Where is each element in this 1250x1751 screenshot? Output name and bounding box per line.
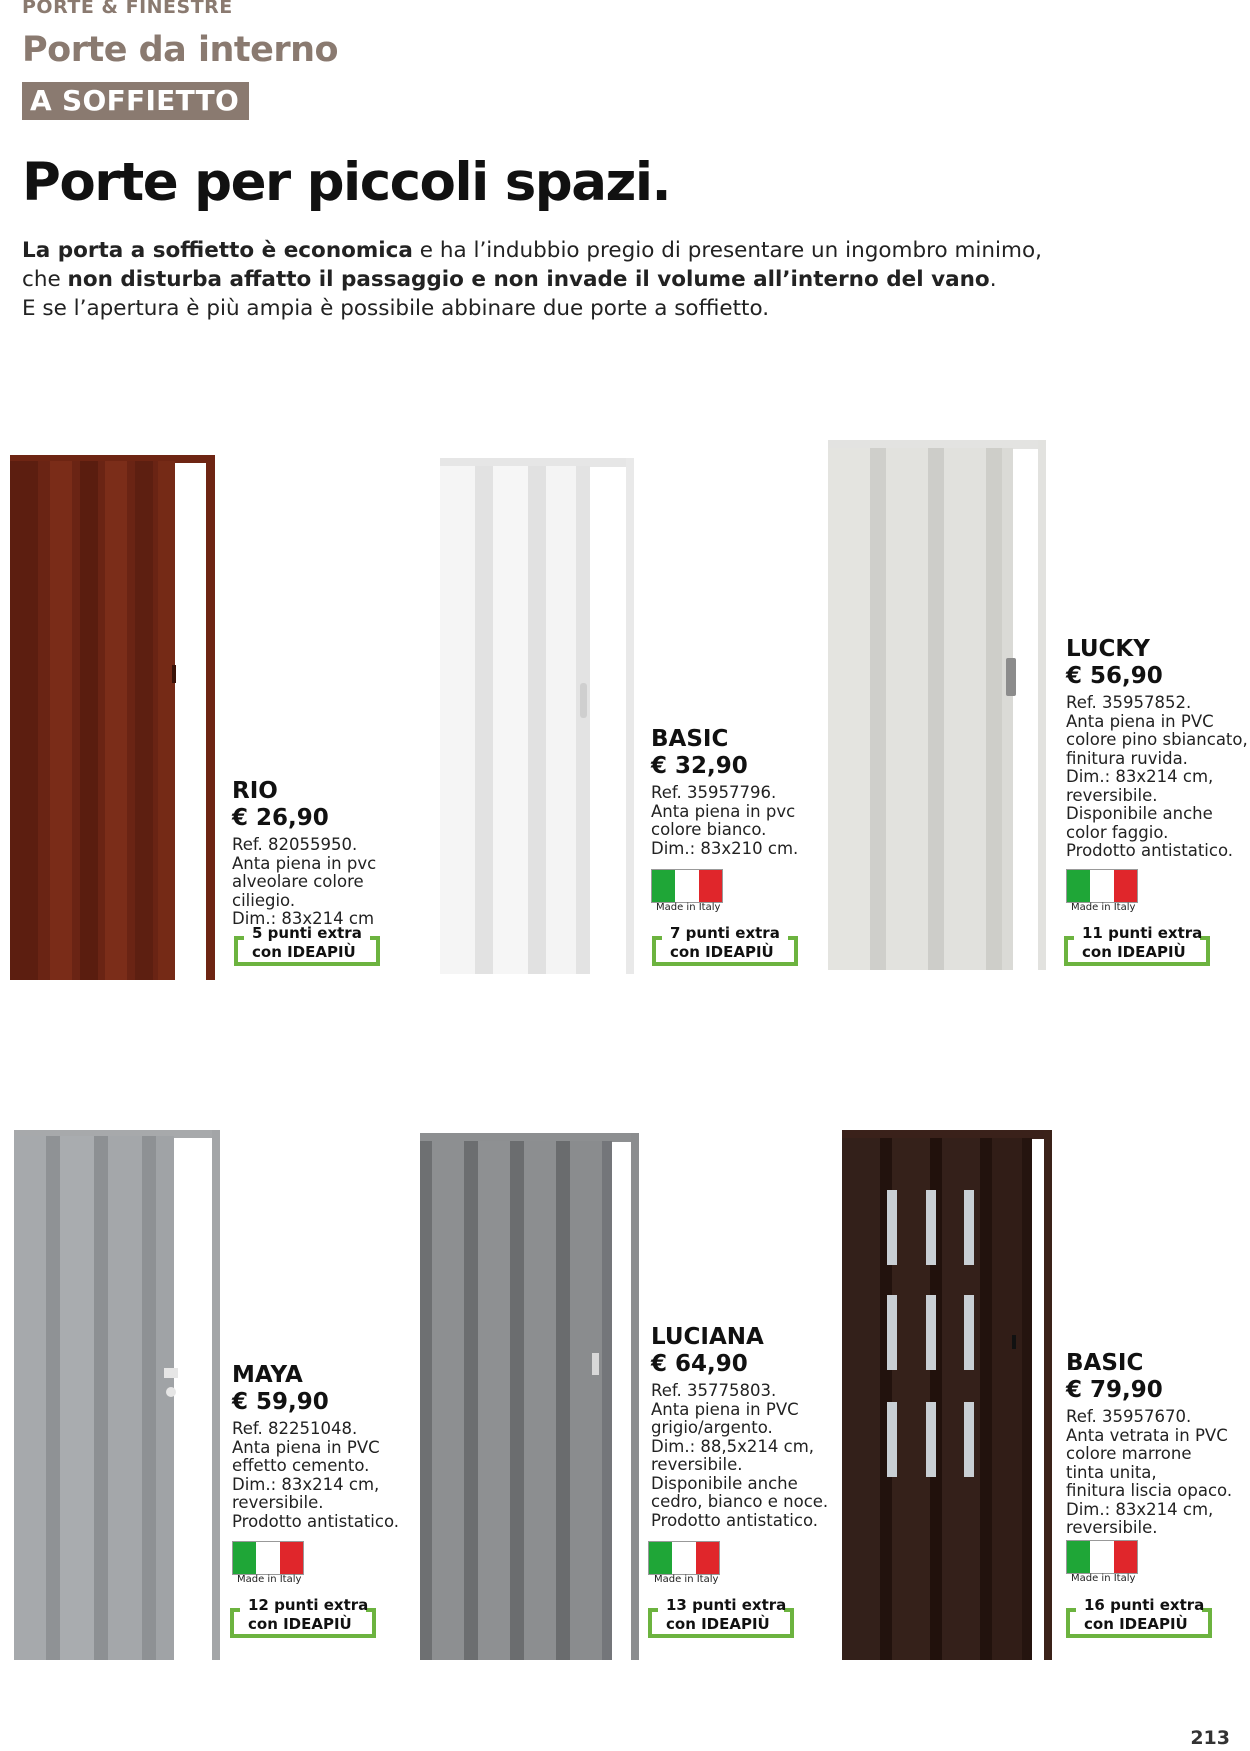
product-rio: [232, 778, 422, 929]
desc-line: Disponibile anche: [651, 1473, 798, 1493]
product-maya: [232, 1362, 422, 1531]
product-price: € 64,90: [651, 1351, 748, 1377]
points-subtext: con IDEAPIÙ: [666, 1615, 770, 1633]
product-name: LUCIANA: [651, 1324, 764, 1350]
points-text: 12 punti extra: [248, 1596, 369, 1614]
italian-flag-icon: [1066, 869, 1138, 903]
product-description: [651, 1382, 841, 1530]
door-basic-white-illustration: [440, 458, 640, 974]
points-badge-lucky: [1064, 924, 1210, 966]
product-description: [232, 1420, 422, 1531]
italian-flag-icon: [648, 1541, 720, 1575]
product-description: [232, 836, 422, 929]
desc-line: finitura liscia opaco.: [1066, 1481, 1233, 1500]
points-text: 5 punti extra: [252, 924, 362, 942]
desc-line: reversibile.: [1066, 1518, 1158, 1537]
category-title: Porte da interno: [22, 30, 339, 70]
door-image-maya: [14, 1130, 224, 1660]
points-text: 11 punti extra: [1082, 924, 1203, 942]
points-subtext: con IDEAPIÙ: [1082, 943, 1186, 961]
intro-text-3: .: [989, 267, 997, 292]
desc-line: Dim.: 83x214 cm,: [1066, 1499, 1214, 1519]
product-description: [1066, 694, 1250, 861]
points-badge-basic-white: [652, 924, 798, 966]
door-image-luciana: [420, 1133, 644, 1660]
product-price: € 79,90: [1066, 1377, 1163, 1403]
desc-line: grigio/argento.: [651, 1418, 773, 1437]
product-price: € 32,90: [651, 753, 748, 779]
desc-line: Ref. 35957796.: [651, 783, 777, 802]
points-badge-basic-brown: [1066, 1596, 1212, 1638]
italian-flag-icon: [651, 869, 723, 903]
product-name: BASIC: [651, 726, 729, 752]
door-maya-illustration: [14, 1130, 224, 1660]
points-badge-luciana: [648, 1596, 794, 1638]
intro-bold-1: La porta a soffietto è economica: [22, 238, 413, 263]
points-subtext: con IDEAPIÙ: [248, 1615, 352, 1633]
desc-line: Prodotto antistatico.: [1066, 841, 1233, 860]
desc-line: Dim.: 88,5x214 cm,: [651, 1436, 815, 1456]
product-price: € 59,90: [232, 1389, 329, 1415]
points-badge-rio: [234, 924, 380, 966]
desc-line: tinta unita,: [1066, 1462, 1157, 1482]
intro-bold-2: non disturba affatto il passaggio e non invade il volume all’interno del vano: [67, 267, 990, 292]
door-image-lucky: [828, 440, 1050, 970]
product-price: € 26,90: [232, 805, 329, 831]
product-name: BASIC: [1066, 1350, 1144, 1376]
desc-line: Dim.: 83x214 cm,: [232, 1474, 380, 1494]
desc-line: effetto cemento.: [232, 1456, 370, 1475]
points-text: 13 punti extra: [666, 1596, 787, 1614]
points-text: 16 punti extra: [1084, 1596, 1205, 1614]
door-image-basic-brown: [842, 1130, 1056, 1660]
points-subtext: con IDEAPIÙ: [670, 943, 774, 961]
made-in-italy-label: Made in Italy: [237, 1574, 302, 1585]
desc-line: Anta piena in PVC: [232, 1437, 380, 1457]
desc-line: color faggio.: [1066, 822, 1169, 842]
product-name: MAYA: [232, 1362, 303, 1388]
category-tag: A SOFFIETTO: [22, 82, 249, 120]
italian-flag-icon: [1066, 1540, 1138, 1574]
desc-line: Ref. 35957670.: [1066, 1407, 1192, 1426]
desc-line: Anta piena in pvc: [232, 853, 377, 873]
product-description: [651, 784, 841, 858]
intro-text-1: e ha l’indubbio pregio di presentare un ingombro minimo,: [412, 238, 1042, 263]
product-name: RIO: [232, 778, 278, 804]
desc-line: colore marrone: [1066, 1444, 1192, 1463]
desc-line: Dim.: 83x214 cm: [232, 909, 375, 928]
made-in-italy-label: Made in Italy: [654, 1574, 719, 1585]
door-image-basic-white: [440, 458, 640, 974]
product-price: € 56,90: [1066, 663, 1163, 689]
product-luciana: [651, 1324, 841, 1530]
desc-line: Ref. 35775803.: [651, 1381, 777, 1400]
desc-line: reversibile.: [651, 1455, 743, 1474]
product-name: LUCKY: [1066, 636, 1150, 662]
desc-line: Prodotto antistatico.: [651, 1510, 818, 1530]
desc-line: colore bianco.: [651, 820, 767, 839]
points-subtext: con IDEAPIÙ: [252, 943, 356, 961]
desc-line: colore pino sbiancato,: [1066, 730, 1248, 749]
section-label: PORTE & FINESTRE: [22, 0, 233, 18]
desc-line: Ref. 82055950.: [232, 835, 358, 854]
product-basic-brown: [1066, 1350, 1250, 1538]
door-luciana-illustration: [420, 1133, 644, 1660]
product-basic-white: [651, 726, 841, 858]
desc-line: finitura ruvida.: [1066, 748, 1188, 768]
desc-line: reversibile.: [1066, 785, 1158, 805]
desc-line: reversibile.: [232, 1493, 324, 1512]
points-subtext: con IDEAPIÙ: [1084, 1615, 1188, 1633]
desc-line: Anta piena in PVC: [1066, 711, 1214, 731]
desc-line: cedro, bianco e noce.: [651, 1492, 829, 1511]
points-text: 7 punti extra: [670, 924, 780, 942]
desc-line: Disponibile anche: [1066, 804, 1213, 823]
points-badge-maya: [230, 1596, 376, 1638]
desc-line: Dim.: 83x210 cm.: [651, 838, 799, 858]
page-headline: Porte per piccoli spazi.: [22, 152, 671, 213]
product-lucky: [1066, 636, 1250, 861]
door-image-rio: [10, 455, 220, 980]
product-description: [1066, 1408, 1250, 1538]
desc-line: Dim.: 83x214 cm,: [1066, 767, 1214, 786]
made-in-italy-label: Made in Italy: [1071, 902, 1136, 913]
desc-line: Prodotto antistatico.: [232, 1511, 399, 1531]
italian-flag-icon: [232, 1541, 304, 1575]
door-lucky-illustration: [828, 440, 1050, 970]
desc-line: alveolare colore ciliegio.: [232, 872, 364, 910]
door-basic-brown-illustration: [842, 1130, 1056, 1660]
desc-line: Ref. 35957852.: [1066, 693, 1192, 712]
intro-text-4: E se l’apertura è più ampia è possibile abbinare due porte a soffietto.: [22, 296, 770, 321]
intro-paragraph: [22, 236, 1122, 323]
desc-line: Ref. 82251048.: [232, 1419, 358, 1438]
page-number: 213: [1190, 1727, 1230, 1749]
desc-line: Anta piena in pvc: [651, 801, 796, 821]
desc-line: Anta piena in PVC: [651, 1399, 799, 1419]
made-in-italy-label: Made in Italy: [1071, 1573, 1136, 1584]
desc-line: Anta vetrata in PVC: [1066, 1425, 1228, 1445]
door-rio-illustration: [10, 455, 220, 980]
made-in-italy-label: Made in Italy: [656, 902, 721, 913]
intro-text-2: che: [22, 267, 68, 292]
